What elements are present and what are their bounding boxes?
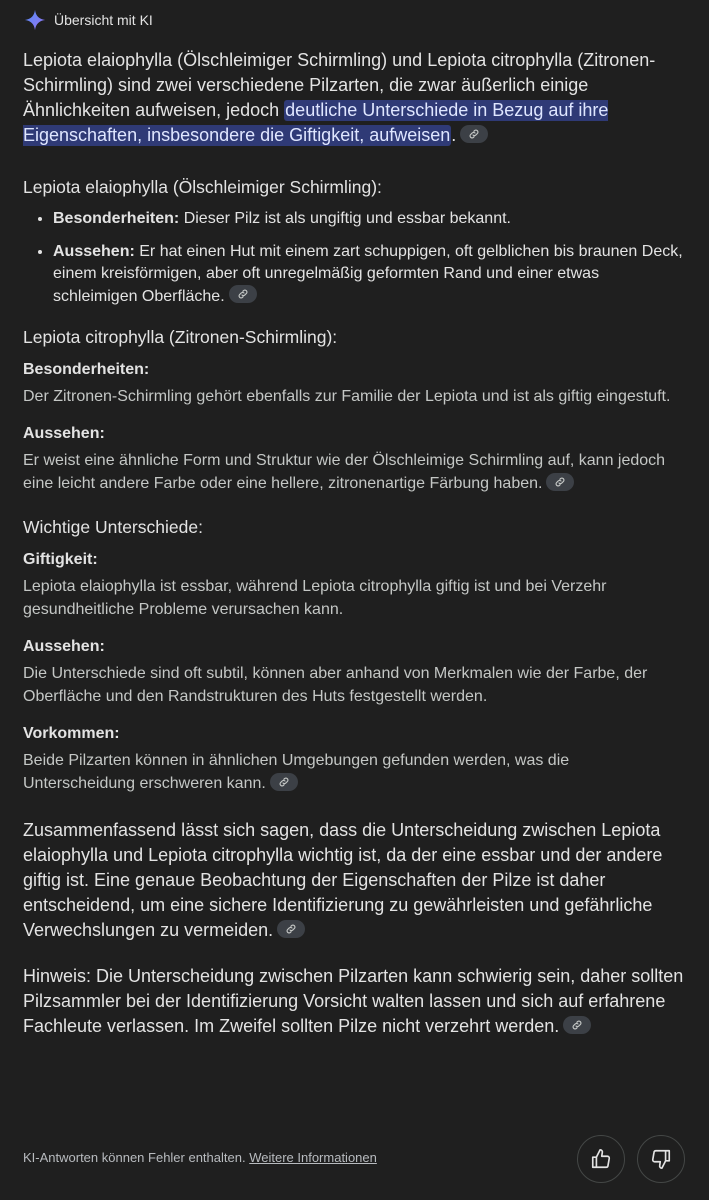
block-label: Giftigkeit:	[23, 551, 98, 568]
block-label: Aussehen:	[23, 425, 105, 442]
summary-text: Zusammenfassend lässt sich sagen, dass die Unterscheidung zwischen Lepiota elaiophylla und Lepiota citrophylla wichtig ist, da der eine essbar und der andere giftig ist. Eine genaue Beobachtung der Eigenschaften der Pilze ist daher entscheidend, um eine sichere Identifizierung zu gewährleisten und gefährliche Verwechslungen zu vermeiden.	[23, 820, 663, 940]
thumbs-down-icon	[650, 1148, 672, 1170]
link-icon	[554, 476, 566, 488]
thumbs-up-button[interactable]	[577, 1135, 625, 1183]
intro-highlight[interactable]: deutliche Unterschiede in Bezug auf ihre Eigenschaften, insbesondere die Giftigkeit, aufweisen	[23, 100, 609, 145]
block-text	[23, 449, 685, 495]
source-link-button[interactable]	[563, 1016, 591, 1034]
note-paragraph	[23, 964, 685, 1039]
link-icon	[285, 923, 297, 935]
list-item	[53, 241, 685, 309]
block-text: Der Zitronen-Schirmling gehört ebenfalls zur Familie der Lepiota und ist als giftig eingestuft.	[23, 388, 671, 405]
source-link-button[interactable]	[546, 473, 574, 491]
info-block	[23, 723, 685, 795]
item-label: Besonderheiten:	[53, 210, 180, 227]
link-icon	[571, 1019, 583, 1031]
sparkle-icon	[24, 9, 46, 31]
info-block	[23, 636, 685, 708]
source-link-button[interactable]	[229, 285, 257, 303]
list-item	[53, 208, 685, 231]
overview-content	[23, 48, 685, 1039]
section-heading-elaiophylla: Lepiota elaiophylla (Ölschleimiger Schirmling):	[23, 177, 382, 197]
block-text-content: Beide Pilzarten können in ähnlichen Umgebungen gefunden werden, was die Unterscheidung erschweren kann.	[23, 752, 570, 792]
link-icon	[468, 128, 480, 140]
section-heading-citrophylla: Lepiota citrophylla (Zitronen-Schirmling):	[23, 327, 338, 347]
block-label: Aussehen:	[23, 638, 105, 655]
info-block	[23, 359, 685, 408]
link-icon	[278, 776, 290, 788]
footer-disclaimer	[23, 1150, 377, 1165]
block-label: Vorkommen:	[23, 725, 120, 742]
disclaimer-text: KI-Antworten können Fehler enthalten.	[23, 1150, 250, 1165]
intro-text: Lepiota elaiophylla (Ölschleimiger Schirmling) und Lepiota citrophylla (Zitronen-Schirmling) sind zwei verschiedene Pilzarten, die zwar äußerlich einige Ähnlichkeiten aufweisen, jedoch	[23, 50, 656, 120]
source-link-button[interactable]	[460, 125, 488, 143]
intro-paragraph	[23, 48, 685, 148]
source-link-button[interactable]	[277, 920, 305, 938]
source-link-button[interactable]	[270, 773, 298, 791]
thumbs-down-button[interactable]	[637, 1135, 685, 1183]
item-text: Er hat einen Hut mit einem zart schuppigen, oft gelblichen bis braunen Deck, einem kreisförmigen, aber oft unregelmäßig geformten Rand und einer etwas schleimigen Oberfläche.	[53, 242, 683, 305]
note-text: Hinweis: Die Unterscheidung zwischen Pilzarten kann schwierig sein, daher sollten Pilzsammler bei der Identifizierung Vorsicht walten lassen und sich auf erfahrene Fachleute verlassen. Im Zweifel sollten Pilze nicht verzehrt werden.	[23, 966, 684, 1036]
block-text: Die Unterschiede sind oft subtil, können aber anhand von Merkmalen wie der Farbe, der Oberfläche und den Randstrukturen des Huts festgestellt werden.	[23, 665, 648, 705]
link-icon	[237, 288, 249, 300]
block-text: Lepiota elaiophylla ist essbar, während Lepiota citrophylla giftig ist und bei Verzehr gesundheitliche Probleme verursachen kann.	[23, 578, 607, 618]
info-block	[23, 549, 685, 621]
ai-overview-header	[24, 8, 153, 32]
block-text	[23, 749, 685, 795]
summary-paragraph	[23, 818, 685, 943]
section-heading-differences: Wichtige Unterschiede:	[23, 517, 203, 537]
info-block	[23, 423, 685, 495]
elaiophylla-list	[23, 208, 685, 308]
thumbs-up-icon	[590, 1148, 612, 1170]
item-text: Dieser Pilz ist als ungiftig und essbar bekannt.	[179, 210, 511, 227]
more-info-link[interactable]: Weitere Informationen	[249, 1150, 377, 1165]
intro-end: .	[451, 125, 457, 145]
header-title: Übersicht mit KI	[54, 12, 153, 28]
block-label: Besonderheiten:	[23, 361, 150, 378]
item-label: Aussehen:	[53, 242, 135, 260]
block-text-content: Er weist eine ähnliche Form und Struktur wie der Ölschleimige Schirmling auf, kann jedoch eine leicht andere Farbe oder eine hellere, zitronenartige Färbung haben.	[23, 452, 666, 492]
